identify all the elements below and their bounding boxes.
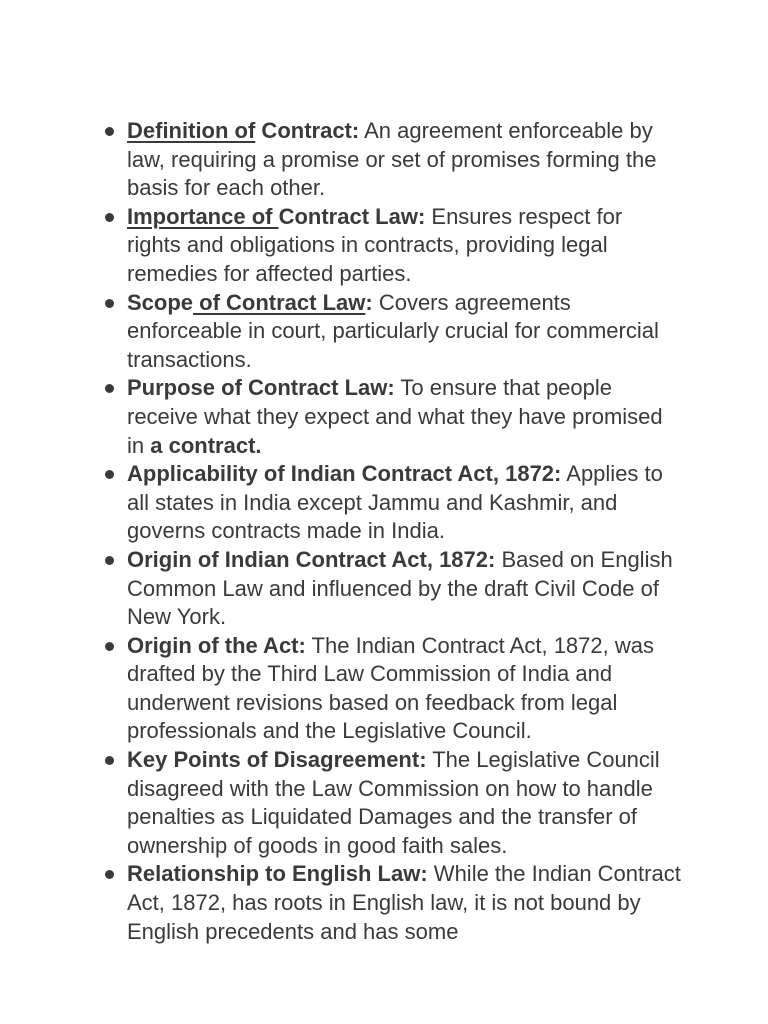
bullet-dot-icon: [105, 299, 114, 308]
item-body: Applies to all states in India except Jammu and Kashmir, and governs contracts made in India.: [127, 461, 663, 544]
item-term: Origin of the Act:: [127, 632, 306, 658]
item-term-part: Importance: [127, 203, 246, 229]
list-item: [101, 746, 681, 860]
item-term-part: Contract:: [255, 118, 360, 143]
item-term-part: Scope: [127, 289, 194, 315]
bullet-dot-icon: [105, 213, 114, 222]
item-body: Ensures respect for rights and obligations in contracts, providing legal remedies for affected parties.: [127, 203, 623, 286]
bullet-dot-icon: [105, 642, 114, 651]
list-item: [101, 546, 681, 632]
item-term-part: of Contract Law: [193, 289, 366, 315]
item-term: Applicability of Indian Contract Act, 1872:: [127, 461, 562, 487]
bullet-dot-icon: [105, 756, 114, 765]
item-term-part: :: [365, 289, 373, 315]
item-term: Origin of Indian Contract Act, 1872:: [127, 546, 496, 572]
item-term-part: of: [245, 203, 279, 229]
bullet-dot-icon: [105, 127, 114, 136]
list-item: [101, 117, 681, 203]
list-item: [101, 289, 681, 375]
list-item: [101, 860, 681, 946]
item-term-part: Definition of: [127, 118, 256, 143]
item-body: While the Indian Contract Act, 1872, has roots in English law, it is not bound by English precedents and has some: [127, 861, 681, 944]
item-body: The Indian Contract Act, 1872, was drafted by the Third Law Commission of India and underwent revisions based on feedback from legal professionals and the Legislative Council.: [127, 632, 654, 744]
list-item: [101, 460, 681, 546]
item-body: Based on English Common Law and influenced by the draft Civil Code of New York.: [127, 546, 673, 630]
item-body: To ensure that people receive what they expect and what they have promised in: [127, 375, 663, 458]
list-item: [101, 374, 681, 460]
item-term: Purpose of Contract Law:: [127, 375, 395, 401]
list-item: [101, 632, 681, 746]
item-body: An agreement enforceable by law, requiring a promise or set of promises forming the basis for each other.: [127, 118, 657, 201]
bullet-dot-icon: [105, 870, 114, 879]
bullet-dot-icon: [105, 556, 114, 565]
bullet-list: [101, 117, 681, 946]
item-body: Covers agreements enforceable in court, particularly crucial for commercial transactions.: [127, 289, 659, 372]
item-tail-bold: a contract.: [150, 432, 262, 458]
item-body: The Legislative Council disagreed with the Law Commission on how to handle penalties as Liquidated Damages and the transfer of ownership of goods in good faith sales.: [127, 747, 660, 858]
bullet-dot-icon: [105, 470, 114, 479]
bullet-dot-icon: [105, 384, 114, 393]
item-term: Relationship to English Law:: [127, 861, 428, 887]
list-item: [101, 203, 681, 289]
item-term-part: Contract Law:: [278, 203, 426, 229]
item-term: Key Points of Disagreement:: [127, 747, 427, 773]
